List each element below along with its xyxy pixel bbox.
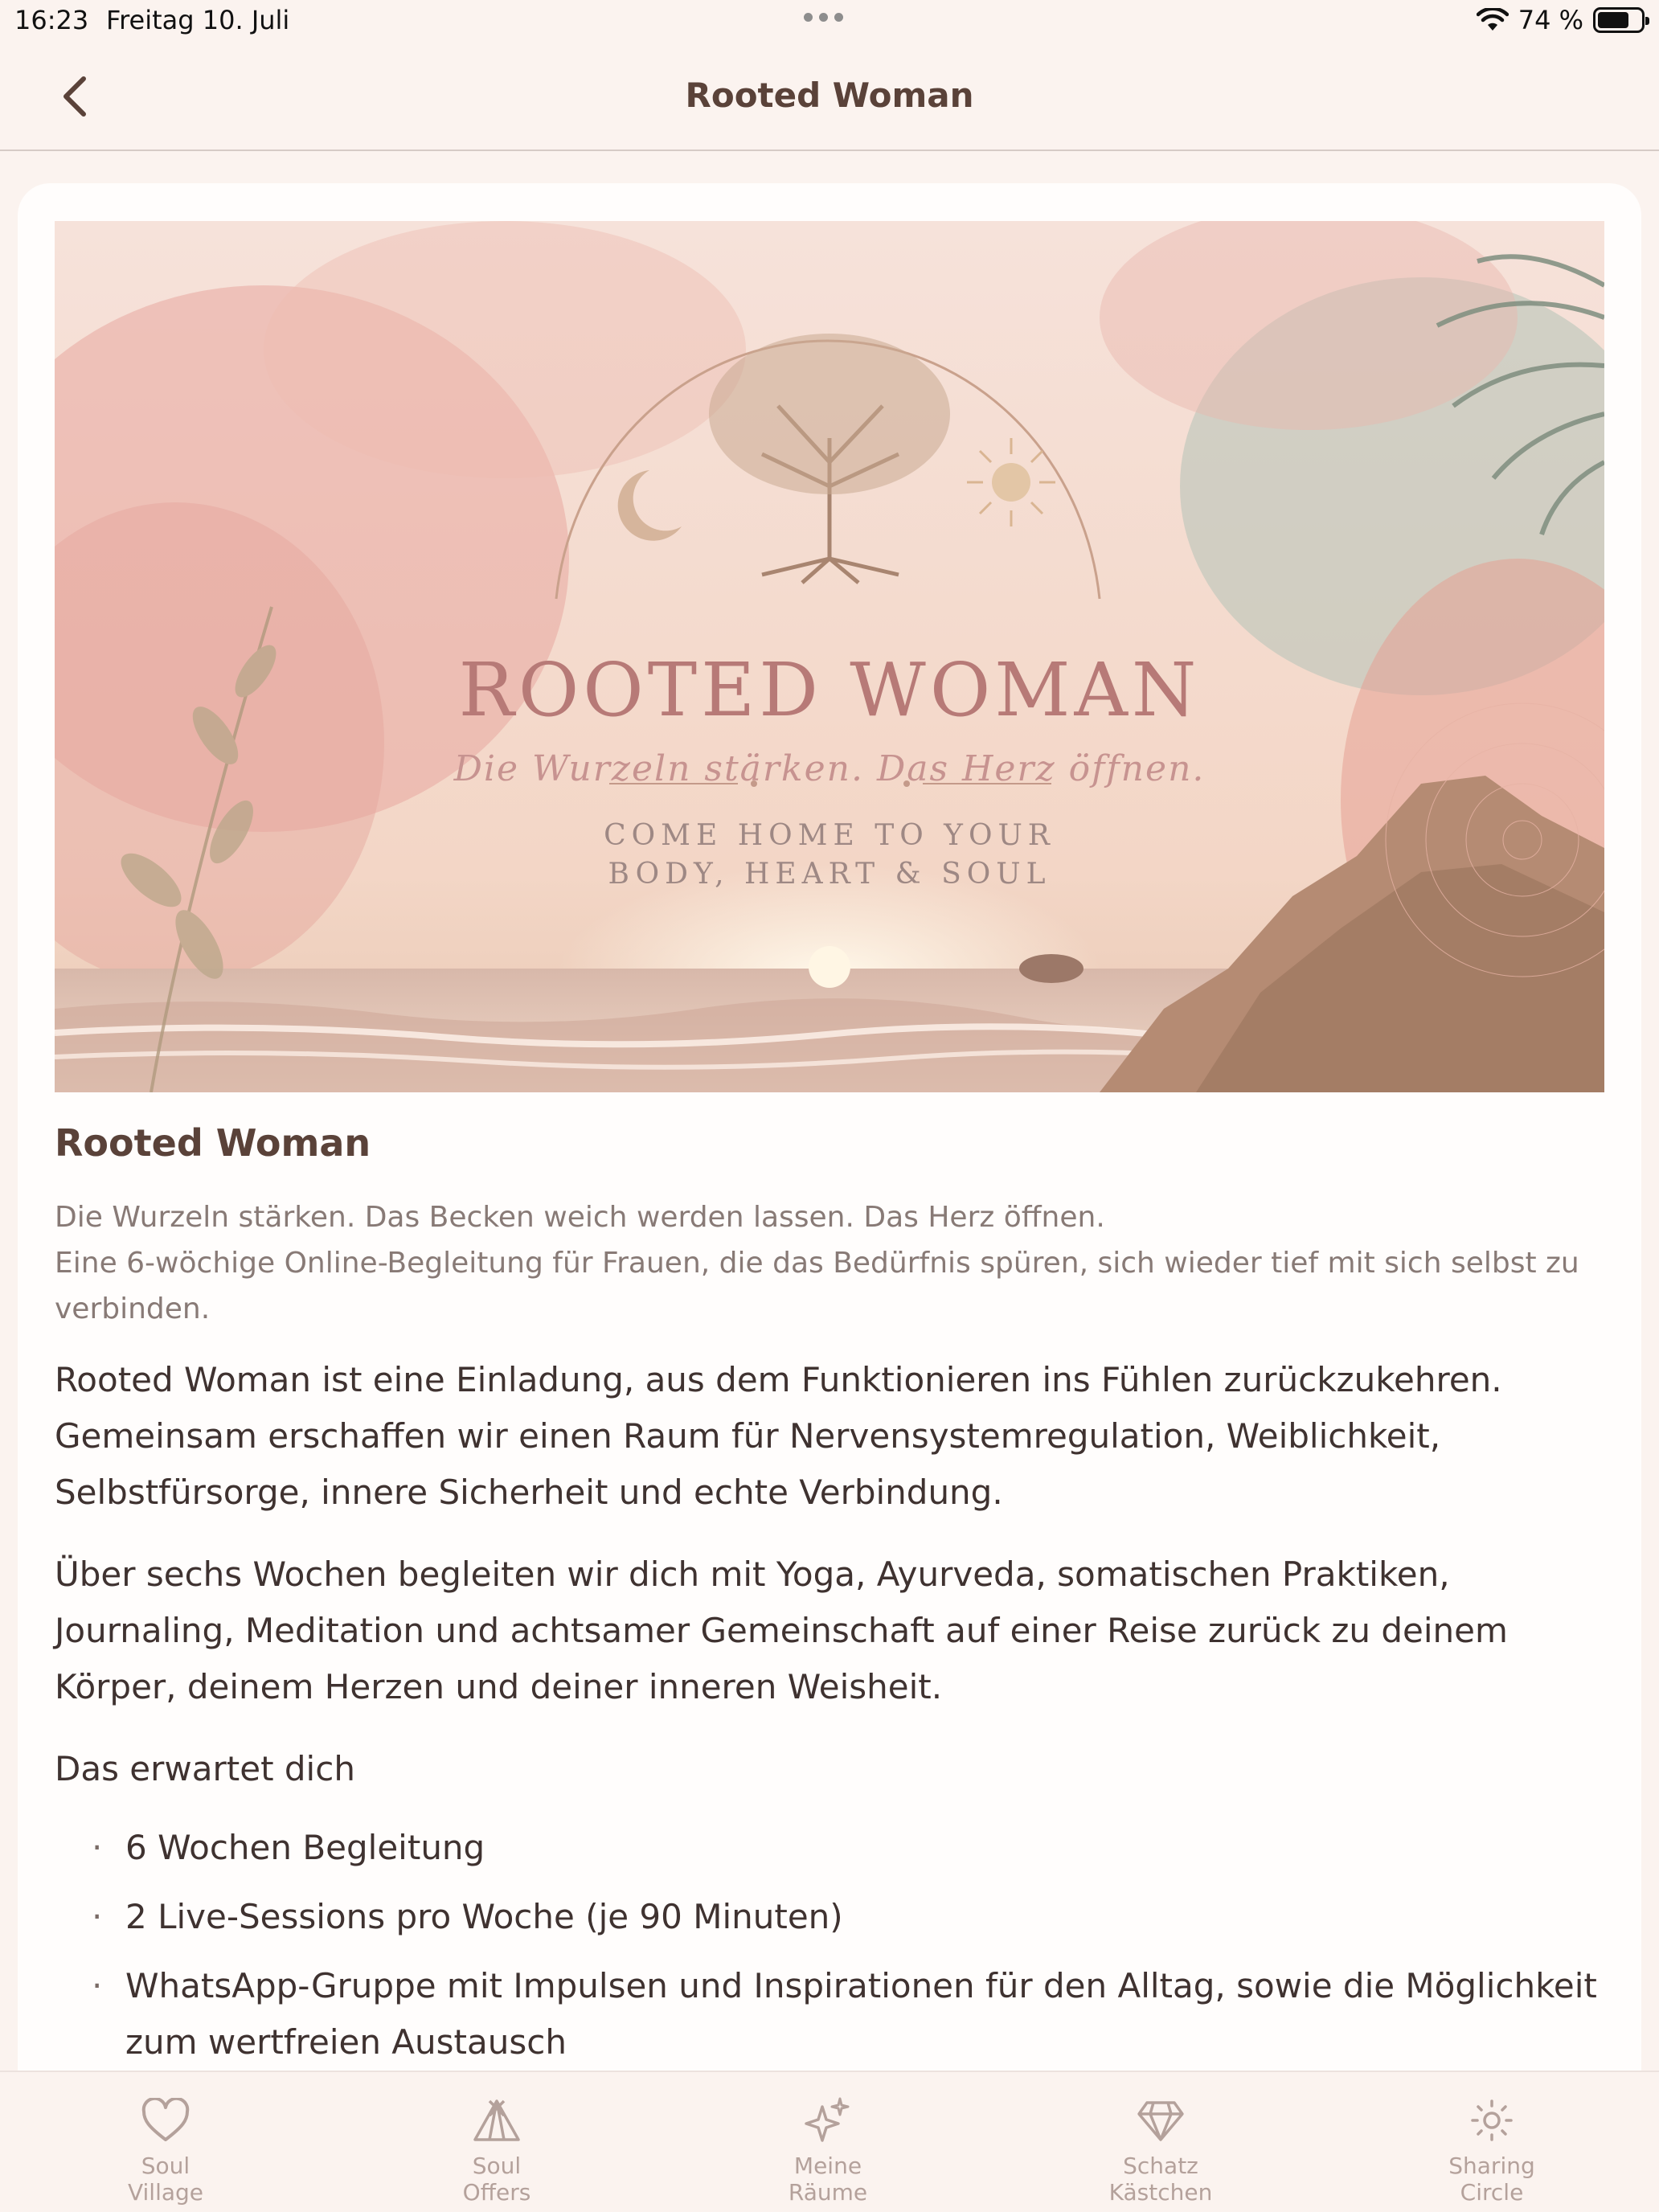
tab-label: Offers [462, 2179, 531, 2206]
wifi-icon [1477, 8, 1509, 32]
tab-label: Village [127, 2179, 204, 2206]
hero-script: Die Wurzeln stärken. Das Herz öffnen. [453, 748, 1206, 789]
hero-tagline: BODY, HEART & SOUL [608, 858, 1051, 891]
tab-soul-offers[interactable] [392, 2072, 601, 2212]
tab-label: Meine [793, 2153, 862, 2179]
sparkles-icon [802, 2095, 854, 2146]
tab-label: Soul [141, 2153, 190, 2179]
tab-meine-raeume[interactable] [723, 2072, 932, 2212]
tab-label: Sharing [1448, 2153, 1535, 2179]
tab-schatz-kaestchen[interactable] [1056, 2072, 1265, 2212]
offer-title: Rooted Woman [55, 1121, 371, 1165]
status-date: Freitag 10. Juli [106, 5, 290, 35]
hero-tagline: COME HOME TO YOUR [604, 819, 1055, 852]
tent-icon [471, 2095, 522, 2146]
subtitle-line: Die Wurzeln stärken. Das Becken weich werden lassen. Das Herz öffnen. [55, 1201, 1105, 1234]
diamond-icon [1135, 2095, 1186, 2146]
tab-soul-village[interactable] [61, 2072, 270, 2212]
tab-label: Soul [472, 2153, 522, 2179]
status-time: 16:23 [14, 5, 89, 35]
navigation-bar [0, 42, 1659, 151]
hero-image [55, 221, 1604, 1092]
battery-percent: 74 % [1518, 5, 1583, 35]
tab-bar [0, 2071, 1659, 2212]
tab-label: Räume [788, 2179, 868, 2206]
description-paragraph: Über sechs Wochen begleiten wir dich mit Yoga, Ayurveda, somatischen Praktiken, Journaling, Meditation und achtsamer Gemeinschaft auf einer Reise zurück zu deinem Körper, deinem Herzen und deiner inneren Weisheit. [55, 1555, 1508, 1706]
content-card [18, 183, 1641, 2112]
heart-icon [140, 2095, 191, 2146]
hero-title: ROOTED WOMAN [458, 647, 1201, 733]
status-bar [0, 0, 1659, 42]
section-heading: Das erwartet dich [55, 1749, 355, 1788]
description-paragraph: Rooted Woman ist eine Einladung, aus dem Funktionieren ins Fühlen zurückzukehren. Gemeinsam erschaffen wir einen Raum für Nervensystemregulation, Weiblichkeit, Selbstfürsorge, innere Sicherheit und echte Verbindung. [55, 1360, 1502, 1512]
feature-list [55, 1820, 1630, 2083]
list-item: · 6 Wochen Begleitung [55, 1820, 1630, 1876]
multitasking-dots[interactable] [804, 13, 843, 22]
offer-subtitle [55, 1194, 1582, 1332]
list-item: · WhatsApp-Gruppe mit Impulsen und Inspirationen für den Alltag, sowie die Möglichkeit zum wertfreien Austausch [55, 1958, 1630, 2071]
subtitle-line: Eine 6-wöchige Online-Begleitung für Frauen, die das Bedürfnis spüren, sich wieder tief mit sich selbst zu verbinden. [55, 1247, 1579, 1325]
sun-icon [1466, 2095, 1518, 2146]
tab-sharing-circle[interactable] [1387, 2072, 1596, 2212]
status-right [1477, 5, 1645, 35]
battery-icon [1593, 7, 1645, 33]
list-item: · 2 Live-Sessions pro Woche (je 90 Minuten) [55, 1889, 1630, 1945]
tab-label: Kästchen [1108, 2179, 1213, 2206]
tab-label: Circle [1460, 2179, 1524, 2206]
page-title: Rooted Woman [685, 76, 974, 115]
tab-label: Schatz [1123, 2153, 1198, 2179]
